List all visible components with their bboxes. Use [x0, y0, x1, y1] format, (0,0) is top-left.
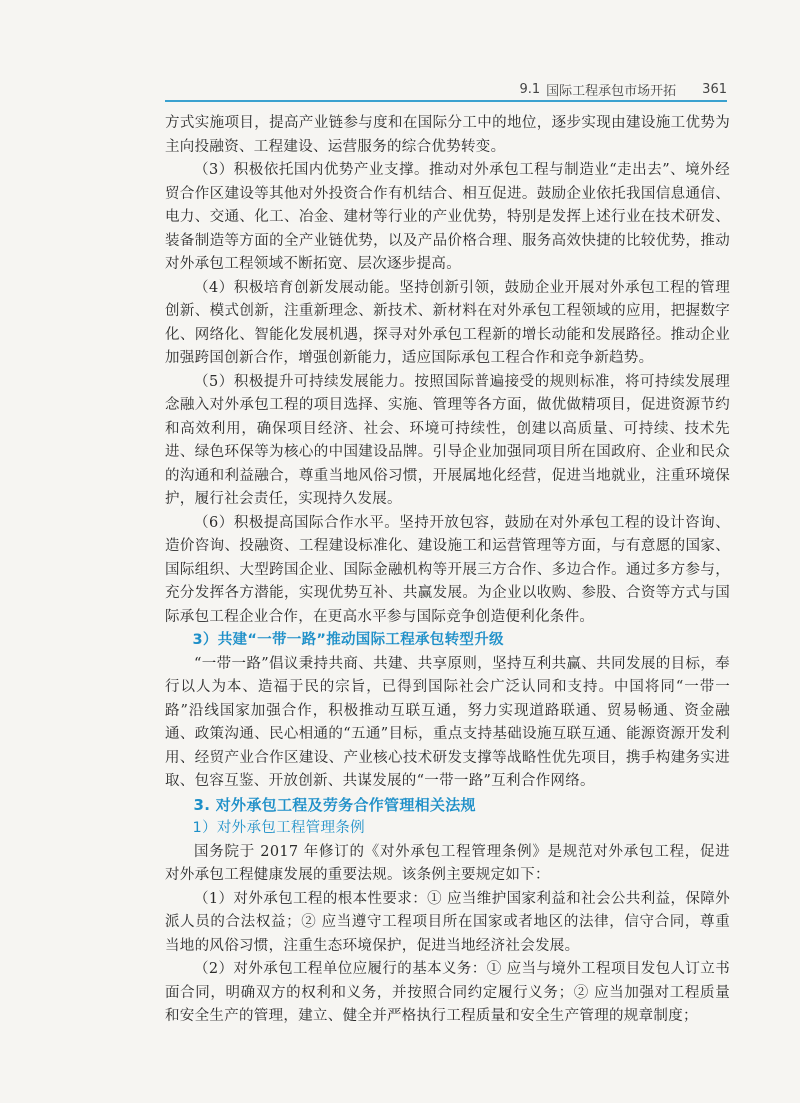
paragraph-belt-and-road: “一带一路”倡议秉持共商、共建、共享原则，坚持互利共赢、共同发展的目标，奉行以人为本、造福于民的宗旨，已得到国际社会广泛认同和支持。中国将同“一带一路”沿线国家加强合作，积极推动互联互通，努力实现道路联通、贸易畅通、资金融通、政策沟通、民心相通的“五通”目标，重点支持基础设施互联互通、能源资源开发利用、经贸产业合作区建设、产业核心技术研发支撑等战略性优先项目，携手构建务实进取、包容互鉴、开放创新、共谋发展的“一带一路”互利合作网络。 — [165, 655, 730, 789]
section-number: 9.1 — [519, 81, 541, 97]
paragraph-item-3: （3）积极依托国内优势产业支撑。推动对外承包工程与制造业“走出去”、境外经贸合作区建设等其他对外投资合作有机结合、相互促进。鼓励企业依托我国信息通信、电力、交通、化工、冶金、建材等行业的产业优势，特别是发挥上述行业在技术研发、装备制造等方面的全产业链优势，以及产品价格合理、服务高效快捷的比较优势，推动对外承包工程领域不断拓宽、层次逐步提高。 — [165, 162, 730, 272]
paragraph-basic-obligations: （2）对外承包工程单位应履行的基本义务：① 应当与境外工程项目发包人订立书面合同，明确双方的权利和义务，并按照合同约定履行义务；② 应当加强对工程质量和安全生产的管理，建立、健全并严格执行工程质量和安全生产管理的规章制度； — [165, 961, 730, 1024]
section-title: 国际工程承包市场开拓 — [546, 83, 677, 99]
paragraph-item-5: （5）积极提升可持续发展能力。按照国际普遍接受的规则标准，将可持续发展理念融入对外承包工程的项目选择、实施、管理等各方面，做优做精项目，促进资源节约和高效利用，确保项目经济、社会、环境可持续性，创建以高质量、可持续、技术先进、绿色环保等为核心的中国建设品牌。引导企业加强同项目所在国政府、企业和民众的沟通和利益融合，尊重当地风俗习惯，开展属地化经营，促进当地就业，注重环境保护，履行社会责任，实现持久发展。 — [165, 373, 730, 507]
paragraph-regulation-intro: 国务院于 2017 年修订的《对外承包工程管理条例》是规范对外承包工程，促进对外承包工程健康发展的重要法规。该条例主要规定如下： — [165, 843, 730, 883]
page-number: 361 — [702, 81, 727, 97]
page-body — [165, 112, 730, 1029]
heading-management-regulation: 1）对外承包工程管理条例 — [192, 820, 365, 836]
running-header — [165, 78, 727, 100]
heading-regulations: 3. 对外承包工程及劳务合作管理相关法规 — [193, 795, 476, 814]
paragraph-item-4: （4）积极培育创新发展动能。坚持创新引领，鼓励企业开展对外承包工程的管理创新、模式创新，注重新理念、新技术、新材料在对外承包工程领域的应用，把握数字化、网络化、智能化发展机遇，探寻对外承包工程新的增长动能和发展路径。推动企业加强跨国创新合作，增强创新能力，适应国际承包工程合作和竞争新趋势。 — [165, 279, 730, 366]
paragraph-item-6: （6）积极提高国际合作水平。坚持开放包容，鼓励在对外承包工程的设计咨询、造价咨询、投融资、工程建设标准化、建设施工和运营管理等方面，与有意愿的国家、国际组织、大型跨国企业、国际金融机构等开展三方合作、多边合作。通过多方参与，充分发挥各方潜能，实现优势互补、共赢发展。为企业以收购、参股、合资等方式与国际承包工程企业合作，在更高水平参与国际竞争创造便利化条件。 — [165, 514, 730, 625]
paragraph-continuation: 方式实施项目，提高产业链参与度和在国际分工中的地位，逐步实现由建设施工优势为主向投融资、工程建设、运营服务的综合优势转变。 — [165, 115, 730, 155]
header-rule — [165, 100, 727, 102]
paragraph-fundamental-requirements: （1）对外承包工程的根本性要求：① 应当维护国家利益和社会公共利益，保障外派人员的合法权益；② 应当遵守工程项目所在国家或者地区的法律，信守合同，尊重当地的风俗习惯，注重生态环境保护，促进当地经济社会发展。 — [165, 890, 730, 954]
heading-belt-and-road: 3）共建“一带一路”推动国际工程承包转型升级 — [192, 632, 504, 648]
